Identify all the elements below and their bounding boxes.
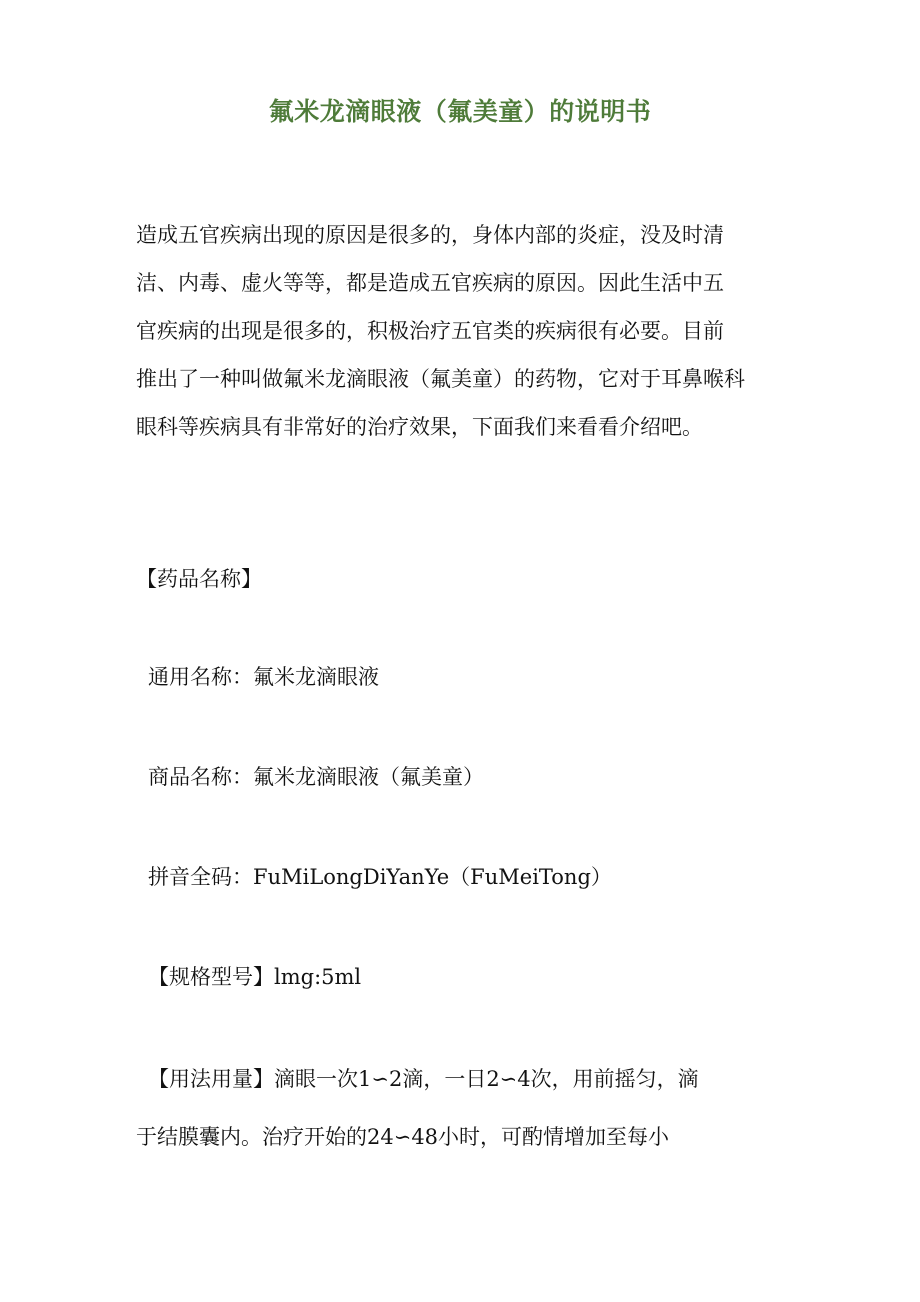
intro-line: 官疾病的出现是很多的，积极治疗五官类的疾病很有必要。目前 bbox=[136, 319, 724, 343]
generic-name: 通用名称：氟米龙滴眼液 bbox=[148, 665, 379, 689]
intro-line: 洁、内毒、虚火等等，都是造成五官疾病的原因。因此生活中五 bbox=[136, 271, 724, 295]
intro-line: 造成五官疾病出现的原因是很多的，身体内部的炎症，没及时清 bbox=[136, 223, 724, 247]
trade-name: 商品名称：氟米龙滴眼液（氟美童） bbox=[148, 765, 484, 789]
pinyin-code: 拼音全码：FuMiLongDiYanYe（FuMeiTong） bbox=[148, 865, 612, 889]
document-title: 氟米龙滴眼液（氟美童）的说明书 bbox=[268, 97, 652, 126]
intro-line: 眼科等疾病具有非常好的治疗效果，下面我们来看看介绍吧。 bbox=[136, 415, 703, 439]
drug-name-heading: 【药品名称】 bbox=[136, 567, 262, 591]
usage-line-2: 于结膜囊内。治疗开始的24∽48小时，可酌情增加至每小 bbox=[136, 1125, 670, 1149]
usage-line-1: 【用法用量】滴眼一次1∽2滴，一日2∽4次，用前摇匀，滴 bbox=[148, 1067, 699, 1091]
specification: 【规格型号】lmg:5ml bbox=[148, 965, 362, 989]
intro-line: 推出了一种叫做氟米龙滴眼液（氟美童）的药物，它对于耳鼻喉科 bbox=[136, 367, 745, 391]
